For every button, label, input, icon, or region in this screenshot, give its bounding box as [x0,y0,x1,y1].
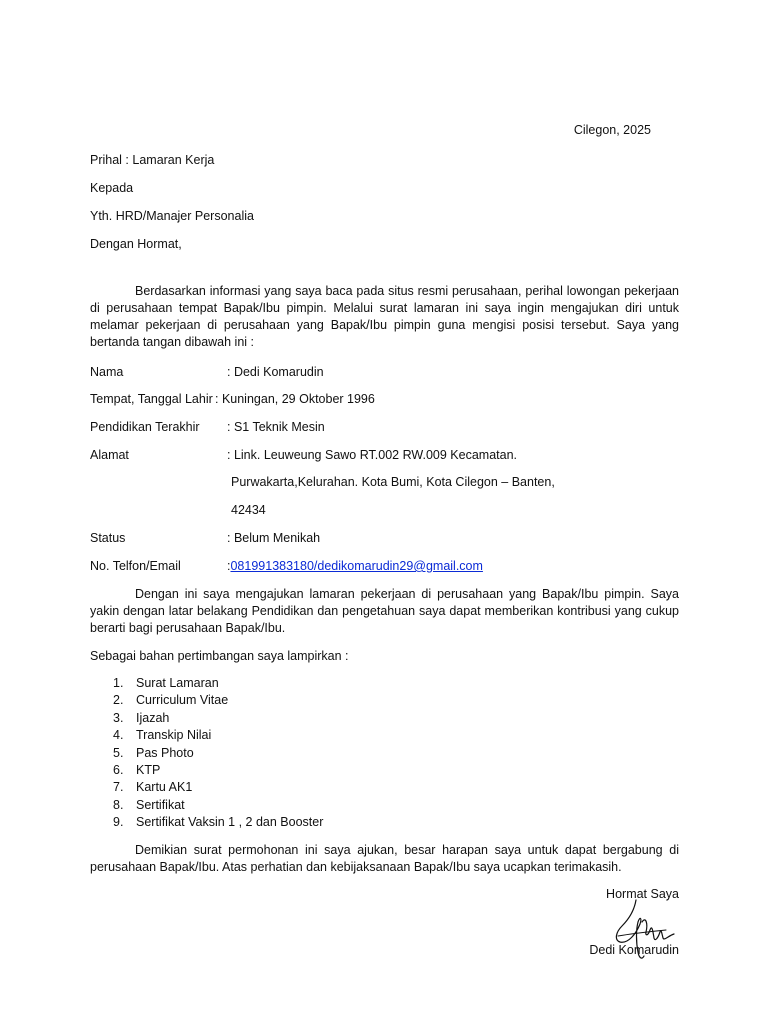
list-item-text: Sertifikat [136,797,185,812]
list-item-number: 5. [113,745,124,760]
status-label: Status [90,531,126,545]
list-item-text: Curriculum Vitae [136,693,229,708]
list-item-number: 3. [113,710,124,725]
regards-line: Hormat Saya [606,887,679,901]
to-line: Kepada [90,181,134,195]
list-item-number: 9. [113,815,124,830]
name-label: Nama [90,365,124,379]
contact-colon: : [227,559,231,573]
education-value: : S1 Teknik Mesin [227,420,325,434]
closing-paragraph: Demikian surat permohonan ini saya ajukan, besar harapan saya untuk dapat bergabung di perusahaan Bapak/Ibu. Atas perhatian dan kebijaksanaan Bapak/Ibu saya ucapkan terimakasih. [90,843,679,874]
birth-label: Tempat, Tanggal Lahir [90,392,213,406]
place-date: Cilegon, 2025 [573,123,651,137]
birth-value: : Kuningan, 29 Oktober 1996 [215,392,375,406]
name-value: : Dedi Komarudin [227,365,324,379]
contact-email-link[interactable]: 081991383180/dedikomarudin29@gmail.com [230,559,483,573]
list-item-text: Ijazah [136,710,170,725]
list-item-number: 4. [113,728,124,743]
signer-name: Dedi Komarudin [589,943,679,957]
list-item-text: Kartu AK1 [136,780,193,795]
statement-paragraph: Dengan ini saya mengajukan lamaran pekerjaan di perusahaan yang Bapak/Ibu pimpin. Saya yakin dengan latar belakang Pendidikan dan pengetahuan saya dapat memberikan kontribusi yang cukup berarti bagi perusahaan Bapak/Ibu. [90,587,679,635]
list-item-text: Transkip Nilai [136,728,212,743]
contact-label: No. Telfon/Email [90,559,181,573]
list-item-number: 6. [113,762,124,777]
attachments-intro: Sebagai bahan pertimbangan saya lampirkan : [90,649,349,663]
contact-value [227,558,483,575]
intro-paragraph: Berdasarkan informasi yang saya baca pada situs resmi perusahaan, perihal lowongan pekerjaan di perusahaan tempat Bapak/Ibu pimpin. Melalui surat lamaran ini saya ingin mengajukan diri untuk melamar pekerjaan di perusahaan yang Bapak/Ibu pimpin guna mengisi posisi tersebut. Saya yang bertanda tangan dibawah ini : [90,284,679,349]
status-value: : Belum Menikah [227,531,321,545]
greeting: Dengan Hormat, [90,237,182,251]
list-item-number: 7. [113,780,124,795]
list-item-number: 1. [113,676,124,690]
list-item-number: 2. [113,693,124,708]
address-label: Alamat [90,448,129,462]
recipient-line: Yth. HRD/Manajer Personalia [90,209,254,223]
list-item-number: 8. [113,797,124,812]
address-line-3: 42434 [231,503,266,517]
list-item-text: KTP [136,762,161,777]
address-line-1: : Link. Leuweung Sawo RT.002 RW.009 Kecamatan. [227,448,517,462]
education-label: Pendidikan Terakhir [90,420,200,434]
list-item-text: Surat Lamaran [136,676,219,690]
address-line-2: Purwakarta,Kelurahan. Kota Bumi, Kota Cilegon – Banten, [231,475,555,489]
list-item-text: Sertifikat Vaksin 1 , 2 dan Booster [136,815,324,830]
list-item-text: Pas Photo [136,745,194,760]
subject-line: Prihal : Lamaran Kerja [90,153,215,167]
